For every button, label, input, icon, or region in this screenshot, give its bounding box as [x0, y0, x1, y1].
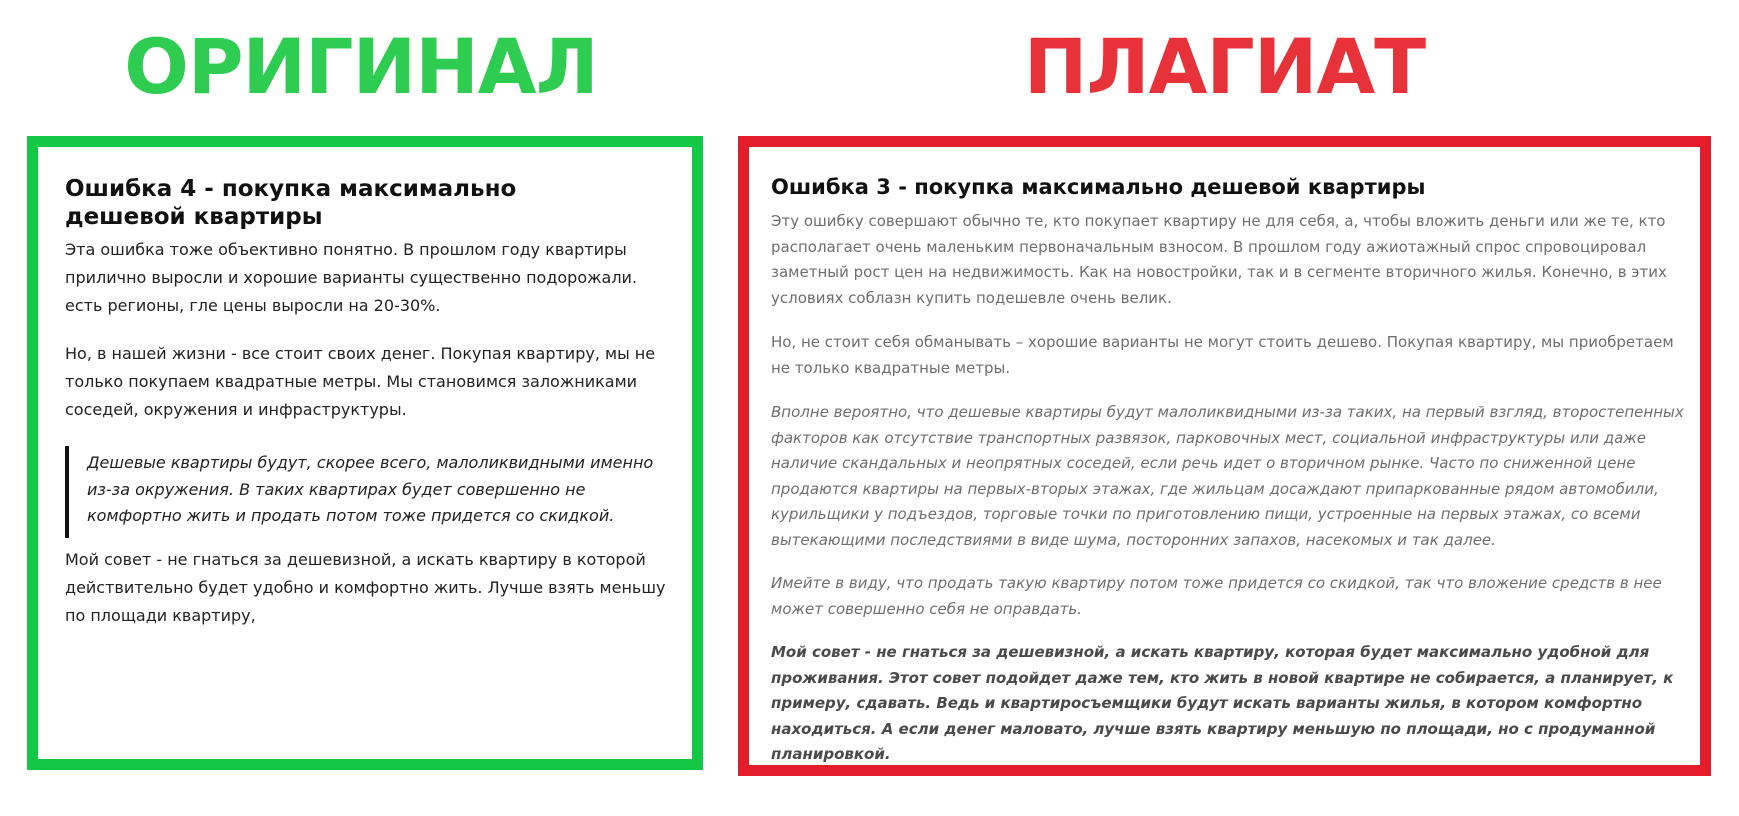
original-heading: ОРИГИНАЛ: [124, 22, 598, 111]
plagiat-paragraph-4: Имейте в виду, что продать такую квартиру потом тоже придется со скидкой, так что вложение средств в нее может совершенно себя не оправдать.: [771, 574, 1662, 618]
original-panel: [27, 136, 703, 770]
plagiat-title: Ошибка 3 - покупка максимально дешевой квартиры: [771, 175, 1426, 199]
plagiat-paragraph-1: Эту ошибку совершают обычно те, кто покупает квартиру не для себя, а, чтобы вложить деньги или же те, кто располагает очень маленьким первоначальным взносом. В прошлом году ажиотажный спрос спровоцировал заметный рост цен на недвижимость. Как на новостройки, так и в сегменте вторичного жилья. Конечно, в этих условиях соблазн купить подешевле очень велик.: [771, 212, 1667, 307]
original-advice: Мой совет - не гнаться за дешевизной, а искать квартиру в которой действительно будет удобно и комфортно жить. Лучше взять меньшу по площади квартиру,: [65, 549, 666, 625]
original-blockquote: Дешевые квартиры будут, скорее всего, малоликвидными именно из-за окружения. В таких квартирах будет совершенно не комфортно жить и продать потом тоже придется со скидкой.: [65, 446, 666, 538]
original-paragraph-1: Эта ошибка тоже объективно понятно. В прошлом году квартиры прилично выросли и хорошие варианты существенно подорожали. есть регионы, гле цены выросли на 20-30%.: [65, 240, 638, 315]
original-title: Ошибка 4 - покупка максимально дешевой квартиры: [65, 176, 517, 230]
plagiat-panel: [738, 136, 1711, 776]
plagiat-heading: ПЛАГИАТ: [1023, 22, 1426, 111]
plagiat-advice: Мой совет - не гнаться за дешевизной, а искать квартиру, которая будет максимально удобной для проживания. Этот совет подойдет даже тем, кто жить в новой квартире не собирается, а планирует, к примеру, сдавать. Ведь и квартиросъемщики будут искать варианты жилья, в котором комфортно находиться. А если денег маловато, лучше взять квартиру меньшую по площади, но с продуманной планировкой.: [771, 643, 1674, 763]
original-paragraph-2: Но, в нашей жизни - все стоит своих денег. Покупая квартиру, мы не только покупаем квадратные метры. Мы становимся заложниками соседей, окружения и инфраструктуры.: [65, 344, 656, 419]
plagiat-paragraph-3: Вполне вероятно, что дешевые квартиры будут малоликвидными из-за таких, на первый взгляд, второстепенных факторов как отсутствие транспортных развязок, парковочных мест, социальной инфраструктуры или даже наличие скандальных и неопрятных соседей, если речь идет о вторичном рынке. Часто по сниженной цене продаются квартиры на первых-вторых этажах, где жильцам досаждают припаркованные рядом автомобили, курильщики у подъездов, торговые точки по приготовлению пищи, устроенные на первых этажах, со всеми вытекающими последствиями в виде шума, посторонних запахов, насекомых и так далее.: [771, 403, 1684, 549]
plagiat-paragraph-2: Но, не стоит себя обманывать – хорошие варианты не могут стоить дешево. Покупая квартиру, мы приобретаем не только квадратные метры.: [771, 333, 1674, 377]
